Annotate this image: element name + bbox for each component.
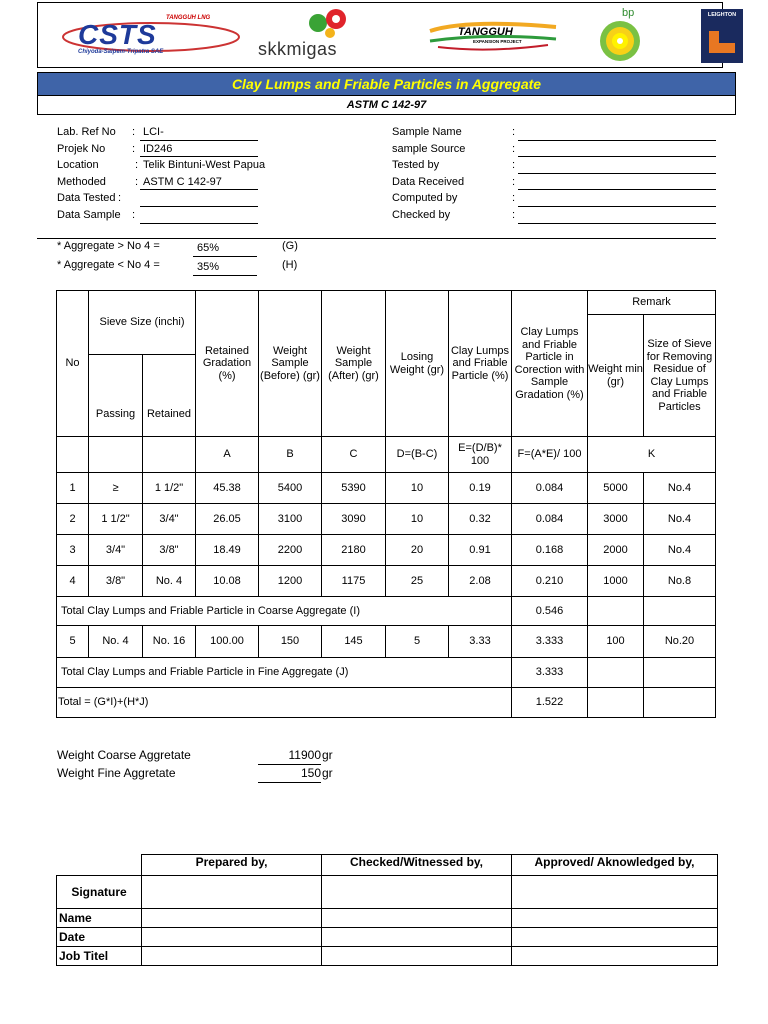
row-after: 1175 [322, 566, 386, 597]
grand-total-value: 1.522 [512, 688, 588, 718]
coarse-total-value: 0.546 [512, 597, 588, 626]
row-before: 150 [259, 626, 322, 658]
row-before: 3100 [259, 504, 322, 535]
table-row [57, 504, 716, 535]
row-retained: No. 4 [143, 566, 196, 597]
weight-coarse-unit: gr [322, 748, 333, 762]
row-correction: 3.333 [512, 626, 588, 658]
leighton-mark-icon [707, 29, 737, 55]
name-label: Name [57, 909, 142, 928]
info-right-label-5: Computed by [392, 192, 458, 204]
row-passing: No. 4 [89, 626, 143, 658]
leighton-logo [701, 9, 743, 63]
info-right-colon-6: : [512, 209, 516, 221]
row-correction: 0.168 [512, 535, 588, 566]
aggregate-coarse-label: * Aggregate > No 4 = [57, 240, 160, 252]
skkmigas-text: skkmigas [258, 39, 338, 59]
job-title-cell[interactable] [512, 947, 718, 966]
csts-text: CSTS [78, 19, 157, 50]
code-b: B [259, 437, 322, 473]
document-title: Clay Lumps and Friable Particles in Aggregate [37, 72, 736, 96]
row-gradation: 18.49 [196, 535, 259, 566]
lab-ref-value: LCI- [143, 126, 164, 138]
row-losing: 10 [386, 473, 449, 504]
row-no: 2 [57, 504, 89, 535]
row-no: 1 [57, 473, 89, 504]
header-before: Weight Sample (Before) (gr) [259, 291, 322, 437]
code-no [57, 437, 89, 473]
logo-header [37, 2, 737, 68]
info-left-label-2: Projek No [57, 143, 106, 155]
weight-fine-value: 150 [300, 766, 321, 780]
table-row [57, 566, 716, 597]
header-remark: Remark [588, 291, 716, 315]
fine-total-label: Total Clay Lumps and Friable Particle in Fine Aggregate (J) [57, 658, 512, 688]
name-cell[interactable] [322, 909, 512, 928]
info-right-colon-4: : [512, 176, 516, 188]
results-table [56, 290, 716, 718]
row-no: 3 [57, 535, 89, 566]
info-right-label-6: Checked by [392, 209, 451, 221]
header-losing: Losing Weight (gr) [386, 291, 449, 437]
grand-total-row [57, 688, 716, 718]
code-a: A [196, 437, 259, 473]
info-left-colon-3: : [135, 159, 139, 171]
info-left-colon-2: : [132, 143, 136, 155]
row-after: 145 [322, 626, 386, 658]
signature-cell[interactable] [322, 876, 512, 909]
header-clay: Clay Lumps and Friable Particle (%) [449, 291, 512, 437]
info-left-colon-5: : [118, 192, 122, 204]
coarse-total-label: Total Clay Lumps and Friable Particle in Coarse Aggregate (I) [57, 597, 512, 626]
date-cell[interactable] [322, 928, 512, 947]
row-weight-min: 1000 [588, 566, 644, 597]
row-clay: 0.91 [449, 535, 512, 566]
header-weight-min: Weight min (gr) [588, 315, 644, 437]
row-no: 4 [57, 566, 89, 597]
header-passing: Passing [89, 355, 143, 437]
signature-cell[interactable] [142, 876, 322, 909]
row-before: 1200 [259, 566, 322, 597]
header-retained: Retained [143, 355, 196, 437]
coarse-total-row [57, 597, 716, 626]
empty-cell [644, 597, 716, 626]
row-correction: 0.084 [512, 473, 588, 504]
aggregate-fine-label: * Aggregate < No 4 = [57, 259, 160, 271]
row-before: 2200 [259, 535, 322, 566]
aggregate-fine-code: (H) [282, 259, 298, 271]
row-weight-min: 100 [588, 626, 644, 658]
header-gradation: Retained Gradation (%) [196, 291, 259, 437]
bp-text: bp [622, 7, 635, 19]
info-left-colon-4: : [135, 176, 139, 188]
tangguh-logo [428, 19, 558, 53]
row-sieve: No.4 [644, 473, 716, 504]
grand-total-label: Total = (G*I)+(H*J) [57, 688, 512, 718]
aggregate-fine-value: 35% [197, 261, 220, 273]
row-clay: 2.08 [449, 566, 512, 597]
row-passing: ≥ [89, 473, 143, 504]
weight-coarse-label: Weight Coarse Aggretate [57, 748, 191, 762]
row-after: 3090 [322, 504, 386, 535]
aggregate-coarse-code: (G) [282, 240, 298, 252]
checked-by-header: Checked/Witnessed by, [322, 855, 512, 876]
job-title-cell[interactable] [142, 947, 322, 966]
row-sieve: No.4 [644, 504, 716, 535]
empty-cell [588, 688, 644, 718]
tangguh-text: TANGGUH [458, 26, 513, 38]
code-c: C [322, 437, 386, 473]
prepared-by-header: Prepared by, [142, 855, 322, 876]
row-before: 5400 [259, 473, 322, 504]
empty-cell [588, 597, 644, 626]
skkmigas-logo [258, 7, 398, 63]
bp-helios-icon [598, 19, 642, 63]
location-value: Telik Bintuni-West Papua [143, 159, 266, 171]
row-clay: 0.19 [449, 473, 512, 504]
info-left-colon-6: : [132, 209, 136, 221]
name-cell[interactable] [512, 909, 718, 928]
aggregate-coarse-value: 65% [197, 242, 220, 254]
info-right-label-1: Sample Name [392, 126, 462, 138]
header-after: Weight Sample (After) (gr) [322, 291, 386, 437]
document-standard: ASTM C 142-97 [37, 96, 736, 115]
info-left-label-6: Data Sample [57, 209, 121, 221]
info-right-label-3: Tested by [392, 159, 440, 171]
row-weight-min: 3000 [588, 504, 644, 535]
date-cell[interactable] [142, 928, 322, 947]
weight-fine-unit: gr [322, 766, 333, 780]
csts-sub-text: Chiyoda-Saipem-Tripatra SAE [78, 49, 164, 55]
date-label: Date [57, 928, 142, 947]
row-retained: 3/8" [143, 535, 196, 566]
table-row [57, 473, 716, 504]
row-weight-min: 2000 [588, 535, 644, 566]
job-title-label: Job Titel [57, 947, 142, 966]
name-cell[interactable] [142, 909, 322, 928]
approved-by-header: Approved/ Aknowledged by, [512, 855, 718, 876]
row-sieve: No.20 [644, 626, 716, 658]
fine-total-row [57, 658, 716, 688]
row-sieve: No.8 [644, 566, 716, 597]
info-right-colon-2: : [512, 143, 516, 155]
date-cell[interactable] [512, 928, 718, 947]
row-losing: 20 [386, 535, 449, 566]
info-left-label-3: Location [57, 159, 99, 171]
table-row [57, 626, 716, 658]
info-right-colon-3: : [512, 159, 516, 171]
info-left-colon-1: : [132, 126, 136, 138]
code-e: E=(D/B)* 100 [449, 437, 512, 473]
row-gradation: 45.38 [196, 473, 259, 504]
row-clay: 3.33 [449, 626, 512, 658]
bp-logo [594, 7, 650, 63]
signature-cell[interactable] [512, 876, 718, 909]
skkmigas-mark-icon [298, 7, 358, 39]
tangguh-sub-text: EXPANSION PROJECT [473, 39, 522, 44]
row-weight-min: 5000 [588, 473, 644, 504]
info-right-colon-5: : [512, 192, 516, 204]
method-value: ASTM C 142-97 [143, 176, 222, 188]
row-no: 5 [57, 626, 89, 658]
projek-no-value: ID246 [143, 143, 173, 155]
code-passing [89, 437, 143, 473]
row-losing: 10 [386, 504, 449, 535]
info-left-label-4: Methoded [57, 176, 106, 188]
empty-cell [644, 658, 716, 688]
row-after: 5390 [322, 473, 386, 504]
job-title-cell[interactable] [322, 947, 512, 966]
row-after: 2180 [322, 535, 386, 566]
csts-logo [56, 15, 246, 57]
csts-top-text: TANGGUH LNG [166, 15, 211, 21]
row-gradation: 100.00 [196, 626, 259, 658]
row-gradation: 26.05 [196, 504, 259, 535]
info-left-label-1: Lab. Ref No [57, 126, 116, 138]
table-row [57, 535, 716, 566]
row-retained: 1 1/2" [143, 473, 196, 504]
row-passing: 3/8" [89, 566, 143, 597]
signature-label: Signature [57, 876, 142, 909]
code-retained [143, 437, 196, 473]
empty-cell [588, 658, 644, 688]
code-k: K [588, 437, 716, 473]
sig-corner [57, 855, 142, 876]
info-right-label-4: Data Received [392, 176, 465, 188]
weight-fine-label: Weight Fine Aggretate [57, 766, 176, 780]
code-f: F=(A*E)/ 100 [512, 437, 588, 473]
row-passing: 3/4" [89, 535, 143, 566]
empty-cell [644, 688, 716, 718]
row-retained: No. 16 [143, 626, 196, 658]
row-losing: 25 [386, 566, 449, 597]
code-d: D=(B-C) [386, 437, 449, 473]
row-retained: 3/4" [143, 504, 196, 535]
fine-total-value: 3.333 [512, 658, 588, 688]
row-passing: 1 1/2" [89, 504, 143, 535]
leighton-text: LEIGHTON [707, 12, 737, 18]
header-correction: Clay Lumps and Friable Particle in Corection with Sample Gradation (%) [512, 291, 588, 437]
row-gradation: 10.08 [196, 566, 259, 597]
header-no: No [57, 291, 89, 437]
row-correction: 0.210 [512, 566, 588, 597]
row-clay: 0.32 [449, 504, 512, 535]
info-right-colon-1: : [512, 126, 516, 138]
header-sieve-residue: Size of Sieve for Removing Residue of Clay Lumps and Friable Particles [644, 315, 716, 437]
row-losing: 5 [386, 626, 449, 658]
signature-table [56, 854, 718, 966]
info-left-label-5: Data Tested [57, 192, 116, 204]
header-sieve-size: Sieve Size (inchi) [89, 291, 196, 355]
row-correction: 0.084 [512, 504, 588, 535]
weight-coarse-value: 11900 [288, 748, 321, 762]
info-right-label-2: sample Source [392, 143, 466, 155]
row-sieve: No.4 [644, 535, 716, 566]
